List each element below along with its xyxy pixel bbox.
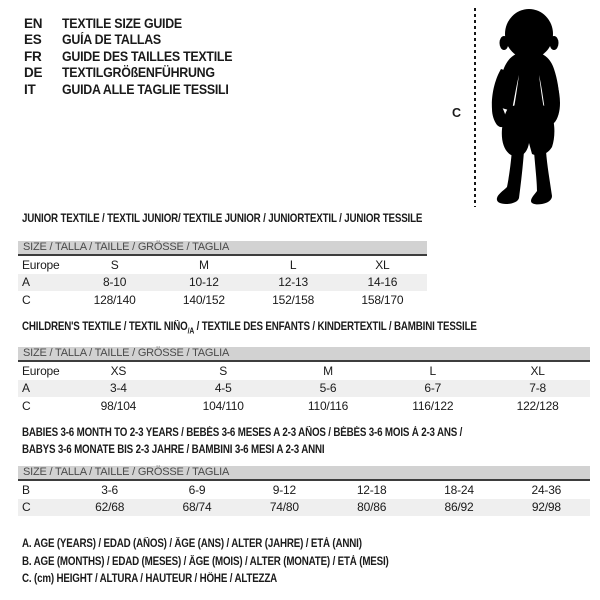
row-label: Europe — [22, 363, 60, 378]
size-cell: 7-8 — [529, 381, 546, 396]
children-title-pre: CHILDREN'S TEXTILE / TEXTIL NIÑO — [22, 321, 188, 333]
size-cell: 3-4 — [110, 381, 127, 396]
babies-title-line1: BABIES 3-6 MONTH TO 2-3 YEARS / BEBÉS 3-6 MESES A 2-3 AÑOS / BÉBÉS 3-6 MOIS À 2-3 ANS / — [22, 427, 463, 439]
size-cell: 9-12 — [272, 482, 296, 497]
language-code: DE — [24, 65, 43, 81]
size-cell: 74/80 — [269, 500, 299, 515]
table-row-europe — [18, 256, 427, 274]
row-label: C — [22, 292, 31, 307]
size-cell: XL — [530, 363, 545, 378]
language-code: IT — [24, 81, 36, 97]
table-row-c — [18, 291, 427, 309]
row-label: Europe — [22, 257, 60, 272]
baby-silhouette-icon — [483, 7, 573, 207]
row-label: B — [22, 482, 30, 497]
size-cell: L — [429, 363, 437, 378]
size-cell: 6-7 — [424, 381, 442, 396]
measure-legend — [22, 536, 453, 589]
size-cell: 68/74 — [182, 500, 212, 515]
row-label: A — [22, 275, 30, 290]
size-cell: 62/68 — [95, 500, 125, 515]
size-cell: 86/92 — [444, 500, 474, 515]
size-cell: 104/110 — [202, 398, 244, 413]
legend-line-b: B. AGE (MONTHS) / EDAD (MESES) / ÂGE (MOIS) / ALTER (MONATE) / ETÀ (MESI) — [22, 555, 389, 568]
legend-line-a: A. AGE (YEARS) / EDAD (AÑOS) / ÂGE (ANS) / ALTER (JAHRE) / ETÀ (ANNI) — [22, 538, 362, 550]
size-cell: S — [110, 257, 119, 272]
size-cell: XL — [375, 257, 390, 272]
size-cell: M — [198, 257, 209, 272]
junior-table-title: JUNIOR TEXTILE / TEXTIL JUNIOR/ TEXTILE JUNIOR / JUNIORTEXTIL / JUNIOR TESSILE — [22, 213, 423, 225]
babies-title-line2: BABYS 3-6 MONATE BIS 2-3 JAHRE / BAMBINI 3-6 MESI A 2-3 ANNI — [22, 443, 325, 456]
junior-size-table — [18, 241, 427, 309]
language-label: TEXTILGRÖßENFÜHRUNG — [62, 65, 215, 81]
size-cell: 18-24 — [444, 482, 474, 497]
language-label: TEXTILE SIZE GUIDE — [62, 15, 182, 31]
legend-line-c: C. (cm) HEIGHT / ALTURA / HAUTEUR / HÖHE / ALTEZZA — [22, 573, 278, 585]
size-cell: 140/152 — [182, 292, 225, 307]
language-code: ES — [24, 32, 42, 48]
size-cell: 10-12 — [189, 275, 219, 290]
table-row-a — [18, 274, 427, 292]
size-cell: 128/140 — [93, 292, 136, 307]
size-cell: M — [323, 363, 333, 378]
table-row-b — [18, 481, 590, 499]
children-title-post: / TEXTILE DES ENFANTS / KINDERTEXTIL / BAMBINI TESSILE — [194, 321, 477, 333]
size-cell: 152/158 — [272, 292, 315, 307]
language-code: FR — [24, 48, 42, 64]
children-size-table — [18, 347, 590, 415]
row-label: C — [22, 398, 31, 413]
size-cell: 24-36 — [531, 482, 562, 497]
size-figure — [0, 0, 600, 215]
babies-table-title — [22, 425, 462, 458]
size-cell: 158/170 — [361, 292, 404, 307]
size-cell: 4-5 — [214, 381, 232, 396]
size-cell: 6-9 — [188, 482, 206, 497]
size-cell: S — [219, 363, 228, 378]
children-table-title — [22, 319, 477, 340]
size-cell: 12-18 — [356, 482, 387, 497]
measure-c-label: C — [452, 106, 462, 120]
language-label: GUIDE DES TAILLES TEXTILE — [62, 48, 233, 64]
size-header-bar: SIZE / TALLA / TAILLE / GRÖSSE / TAGLIA — [18, 241, 427, 256]
height-dashed-line — [474, 8, 476, 207]
size-cell: L — [289, 257, 297, 272]
language-label: GUIDA ALLE TAGLIE TESSILI — [62, 81, 229, 97]
size-cell: 80/86 — [357, 500, 387, 515]
size-cell: 3-6 — [101, 482, 119, 497]
babies-size-table — [18, 466, 590, 516]
language-label: GUÍA DE TALLAS — [62, 32, 161, 48]
size-cell: 8-10 — [103, 275, 127, 290]
size-cell: XS — [110, 363, 127, 378]
table-row-c — [18, 499, 590, 517]
size-cell: 122/128 — [516, 398, 559, 413]
size-cell: 14-16 — [367, 275, 398, 290]
size-cell: 116/122 — [412, 398, 454, 413]
language-code: EN — [24, 15, 43, 31]
row-label: A — [22, 381, 30, 396]
size-header-bar: SIZE / TALLA / TAILLE / GRÖSSE / TAGLIA — [18, 466, 590, 481]
row-label: C — [22, 500, 31, 515]
table-row-europe — [18, 362, 590, 380]
size-cell: 92/98 — [531, 500, 561, 515]
table-row-a — [18, 380, 590, 398]
size-cell: 98/104 — [100, 398, 137, 413]
table-row-c — [18, 397, 590, 415]
size-cell: 5-6 — [319, 381, 337, 396]
size-cell: 110/116 — [307, 398, 349, 413]
size-header-bar: SIZE / TALLA / TAILLE / GRÖSSE / TAGLIA — [18, 347, 590, 362]
size-cell: 12-13 — [278, 275, 308, 290]
children-title-sub: /A — [187, 326, 195, 336]
